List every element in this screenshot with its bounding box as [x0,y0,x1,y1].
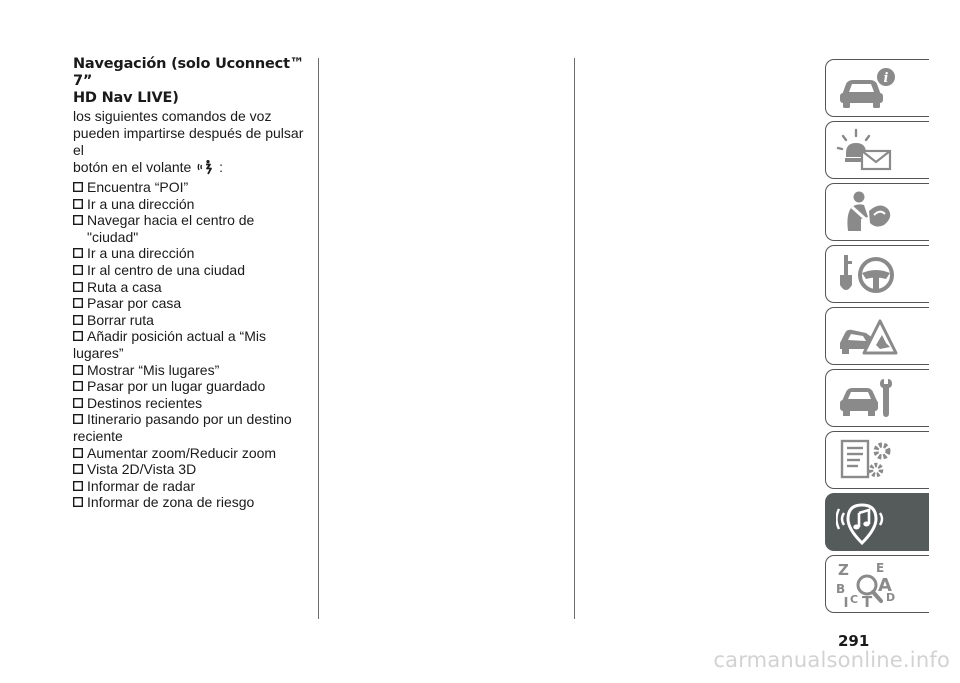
checkbox-icon [73,298,83,308]
page-number: 291 [838,632,870,650]
tab-emergency[interactable] [825,307,929,365]
list-item: Mostrar “Mis lugares” [73,362,309,379]
list-item: Añadir posición actual a “Mis lugares” [73,328,266,361]
list-item: Informar de zona de riesgo [73,494,309,511]
checkbox-icon [73,248,83,258]
checkbox-icon [73,497,83,507]
checkbox-icon [73,414,83,424]
seatbelt-airbag-icon [836,189,898,235]
checkbox-icon [73,381,83,391]
voice-command-list [73,179,309,511]
car-maintenance-wrench-icon [836,375,898,421]
tab-multimedia[interactable] [825,493,929,551]
checkbox-icon [73,481,83,491]
svg-text:i: i [883,71,889,86]
specs-gears-icon [836,437,898,483]
checkbox-icon [73,282,83,292]
tab-start-drive[interactable] [825,245,929,303]
multimedia-music-icon [836,499,898,545]
tab-safety[interactable] [825,183,929,241]
key-steering-wheel-icon [836,251,898,297]
svg-text:C: C [850,593,859,606]
svg-text:A: A [878,575,892,596]
checkbox-icon [73,182,83,192]
list-item: Navegar hacia el centro de "ciudad" [73,212,309,245]
svg-text:B: B [836,582,846,596]
checkbox-icon [73,398,83,408]
tab-warning-lights[interactable] [825,121,929,179]
tab-car-info[interactable] [825,59,929,117]
list-item: Informar de radar [73,478,309,495]
tab-index[interactable] [825,555,929,613]
column-divider-left [318,58,319,619]
warning-lights-message-icon [836,127,898,173]
column-divider-right [574,58,575,619]
list-item: Ruta a casa [73,279,309,296]
list-item: Vista 2D/Vista 3D [73,461,309,478]
car-accident-warning-icon [836,313,898,359]
list-item: Ir a una dirección [73,196,309,213]
list-item: Aumentar zoom/Reducir zoom [73,445,309,462]
list-item: Borrar ruta [73,312,309,329]
list-item: Destinos recientes [73,395,309,412]
left-column [73,56,309,511]
svg-text:E: E [876,561,885,575]
list-item: Pasar por un lugar guardado [73,378,309,395]
section-title: Navegación (solo Uconnect™ 7” HD Nav LIVE) [73,56,305,106]
list-item: Ir a una dirección [73,245,309,262]
checkbox-icon [73,215,83,225]
checkbox-icon [73,331,83,341]
tab-maintenance[interactable] [825,369,929,427]
list-item: Encuentra “POI” [73,179,309,196]
tab-technical-data[interactable] [825,431,929,489]
list-item: Ir al centro de una ciudad [73,262,309,279]
checkbox-icon [73,265,83,275]
checkbox-icon [73,365,83,375]
alphabetical-index-icon [836,561,898,607]
checkbox-icon [73,315,83,325]
watermark: carmanualsonline.info [713,648,950,672]
checkbox-icon [73,448,83,458]
voice-command-icon [197,159,215,175]
list-item: Itinerario pasando por un destino reciente [73,411,292,444]
list-item: Pasar por casa [73,295,309,312]
checkbox-icon [73,199,83,209]
checkbox-icon [73,464,83,474]
svg-text:Z: Z [838,561,849,579]
svg-text:D: D [886,591,896,604]
intro-text: los siguientes comandos de voz pueden impartirse después de pulsar el botón en el volante : [73,108,304,175]
car-info-icon [836,65,898,111]
chapter-tab-strip [825,59,929,617]
svg-text:T: T [862,593,873,607]
